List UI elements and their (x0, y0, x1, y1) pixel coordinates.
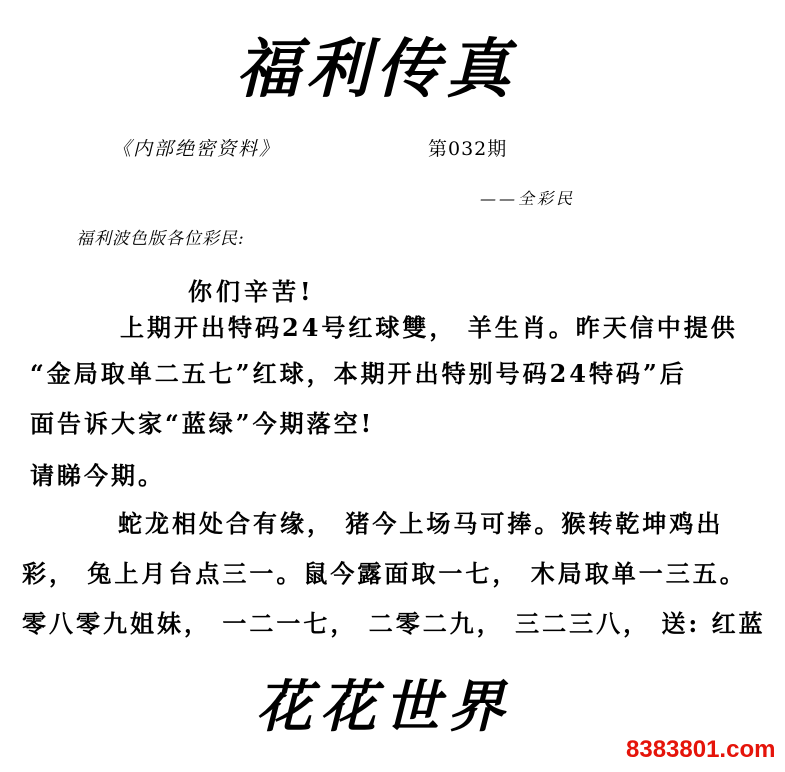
signature: ——全彩民 (480, 189, 576, 208)
footer-title: 花花世界 (256, 674, 512, 740)
letter-line: 蛇龙相处合有缘， 猪今上场马可捧。猴转乾坤鸡出 (118, 509, 724, 538)
letter-line: 请睇今期。 (30, 461, 165, 490)
salutation: 福利波色版各位彩民: (76, 229, 245, 249)
letter-line: “金局取单二五七”红球，本期开出特别号码24特码”后 (30, 359, 687, 388)
watermark-url: 8383801.com (626, 736, 776, 763)
letter-line: 面告诉大家“蓝绿”今期落空! (30, 409, 375, 438)
letter-line: 零八零九姐妹， 一二一七， 二零二九， 三二三八， 送: 红蓝 (22, 609, 766, 638)
issue-number: 第032期 (428, 138, 508, 160)
letter-line: 彩， 兔上月台点三一。鼠今露面取一七， 木局取单一三五。 (22, 559, 747, 588)
subtitle: 《内部绝密资料》 (112, 138, 281, 160)
page-title: 福利传真 (236, 32, 516, 107)
letter-line: 上期开出特码24号红球雙， 羊生肖。昨天信中提供 (120, 313, 738, 342)
greeting: 你们辛苦! (188, 277, 315, 306)
